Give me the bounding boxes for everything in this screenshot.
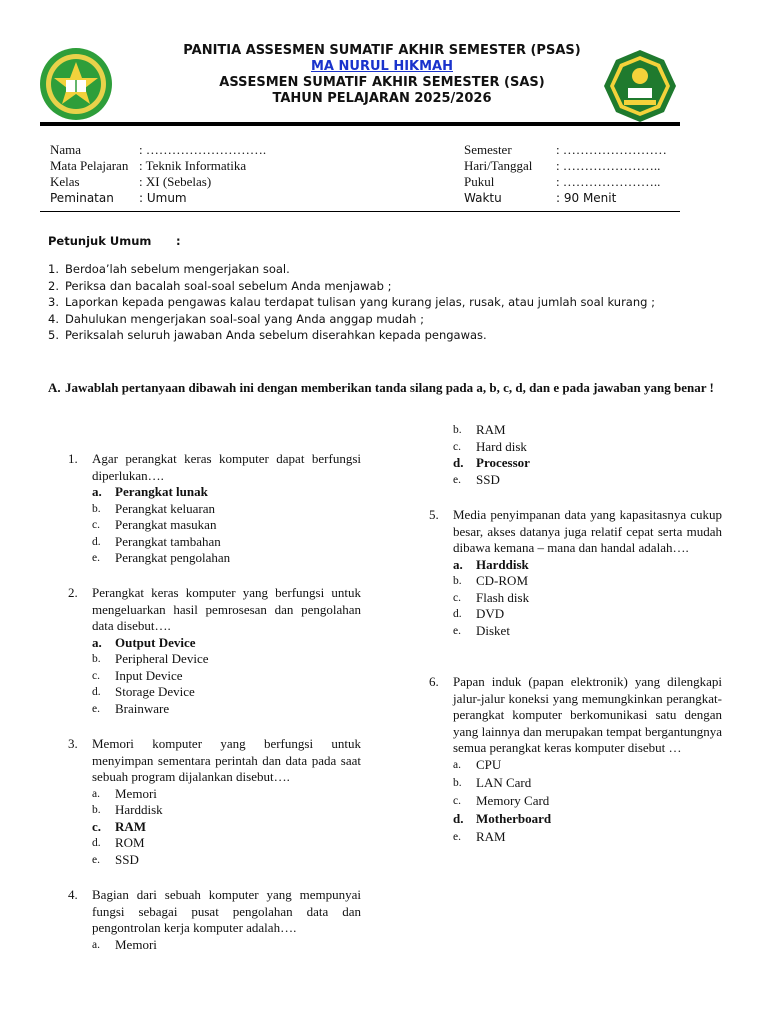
instructions-title: Petunjuk Umum bbox=[48, 234, 152, 248]
option-e[interactable]: e. Perangkat pengolahan bbox=[92, 550, 231, 565]
question-4-continued bbox=[429, 422, 722, 488]
option-d[interactable]: d. Motherboard bbox=[453, 810, 552, 826]
option-a[interactable]: a. Output Device bbox=[92, 634, 196, 650]
header-exam-title: ASSESMEN SUMATIF AKHIR SEMESTER (SAS) bbox=[219, 75, 545, 90]
option-c[interactable]: c. Memory Card bbox=[453, 792, 550, 808]
option-a[interactable]: a. Memori bbox=[92, 936, 157, 952]
option-b[interactable]: b. LAN Card bbox=[453, 774, 532, 790]
instructions-list bbox=[48, 261, 655, 344]
header-academic-year: TAHUN PELAJARAN 2025/2026 bbox=[272, 91, 492, 106]
option-e[interactable]: e. Brainware bbox=[92, 700, 170, 716]
option-d[interactable]: d. ROM bbox=[92, 835, 145, 850]
option-e[interactable]: e. SSD bbox=[92, 851, 139, 867]
list-item: 2. Periksa dan bacalah soal-soal sebelum Anda menjawab ; bbox=[48, 278, 392, 293]
option-b[interactable]: b. CD-ROM bbox=[453, 573, 529, 588]
option-d[interactable]: d. Processor bbox=[453, 455, 530, 470]
option-c[interactable]: c. Perangkat masukan bbox=[92, 517, 217, 532]
question-1: 1. Agar perangkat keras komputer dapat berfungsi diperlukan…. a. Perangkat lunak b. Perangkat keluaran c. Perangkat masukan d. Perangkat tambahan e. Perangkat pengolahan bbox=[68, 451, 361, 565]
identity-divider bbox=[40, 211, 680, 212]
question-6: 6. Papan induk (papan elektronik) yang dilengkapi jalur-jalur koneksi yang memungkinkan perangkat-perangkat komputer berkomunikasi satu dengan yang lainnya dan merupakan tempat bergantungnya semua perangkat keras komputer disebut … a. CPU b. LAN Card c. Memory Card d. Motherboard e. RAM bbox=[429, 674, 722, 847]
list-item: 5. Periksalah seluruh jawaban Anda sebelum diserahkan kepada pengawas. bbox=[48, 328, 487, 342]
option-d[interactable]: d. DVD bbox=[453, 606, 505, 621]
option-b[interactable]: b. RAM bbox=[453, 422, 506, 437]
option-d[interactable]: d. Perangkat tambahan bbox=[92, 533, 221, 549]
option-e[interactable]: e. Disket bbox=[453, 622, 510, 638]
question-4: 4. Bagian dari sebuah komputer yang mempunyai fungsi sebagai pusat pengolahan data dan pengontrolan kerja komputer adalah…. a. Memori bbox=[68, 887, 361, 952]
option-b[interactable]: b. Harddisk bbox=[92, 802, 163, 817]
option-a[interactable]: a. Harddisk bbox=[453, 556, 529, 572]
school-logo-icon bbox=[38, 46, 114, 122]
option-a[interactable]: a. CPU bbox=[453, 756, 502, 772]
header-divider bbox=[40, 122, 680, 126]
question-5: 5. Media penyimpanan data yang kapasitasnya cukup besar, akses datanya juga relatif cepat serta mudah dibawa kemana – mana dan handal adalah…. a. Harddisk b. CD-ROM c. Flash disk d. DVD e. Disket bbox=[429, 507, 722, 638]
section-a-instruction: A. Jawablah pertanyaan dibawah ini dengan memberikan tanda silang pada a, b, c, d, dan e pada jawaban yang benar ! bbox=[48, 380, 714, 395]
option-b[interactable]: b. Peripheral Device bbox=[92, 651, 209, 666]
option-a[interactable]: a. Memori bbox=[92, 785, 157, 801]
option-a[interactable]: a. Perangkat lunak bbox=[92, 484, 208, 499]
list-item: 3. Laporkan kepada pengawas kalau terdapat tulisan yang kurang jelas, rusak, atau jumlah soal kurang ; bbox=[48, 295, 655, 309]
option-b[interactable]: b. Perangkat keluaran bbox=[92, 500, 215, 516]
header-school-link[interactable]: MA NURUL HIKMAH bbox=[310, 59, 453, 74]
option-c[interactable]: c. Input Device bbox=[92, 667, 183, 683]
option-e[interactable]: e. RAM bbox=[453, 828, 506, 844]
list-item: 1. Berdoa’lah sebelum mengerjakan soal. bbox=[48, 262, 290, 276]
option-c[interactable]: c. RAM bbox=[92, 818, 147, 834]
instructions-colon: : bbox=[176, 234, 181, 248]
header-committee: PANITIA ASSESMEN SUMATIF AKHIR SEMESTER (PSAS) bbox=[183, 43, 581, 58]
option-d[interactable]: d. Storage Device bbox=[92, 684, 195, 699]
option-e[interactable]: e. SSD bbox=[453, 471, 500, 487]
question-2: 2. Perangkat keras komputer yang berfungsi untuk mengeluarkan hasil pemrosesan dan pengolahan data disebut…. a. Output Device b. Peripheral Device c. Input Device d. Storage Device e. Brainware bbox=[68, 585, 361, 716]
exam-header bbox=[120, 43, 644, 107]
option-c[interactable]: c. Flash disk bbox=[453, 589, 530, 605]
list-item: 4. Dahulukan mengerjakan soal-soal yang Anda anggap mudah ; bbox=[48, 311, 424, 326]
question-3: 3. Memori komputer yang berfungsi untuk menyimpan sementara perintah dan data pada saat sebuah program dijalankan disebut…. a. Memori b. Harddisk c. RAM d. ROM e. SSD bbox=[68, 736, 361, 867]
option-c[interactable]: c. Hard disk bbox=[453, 438, 527, 454]
